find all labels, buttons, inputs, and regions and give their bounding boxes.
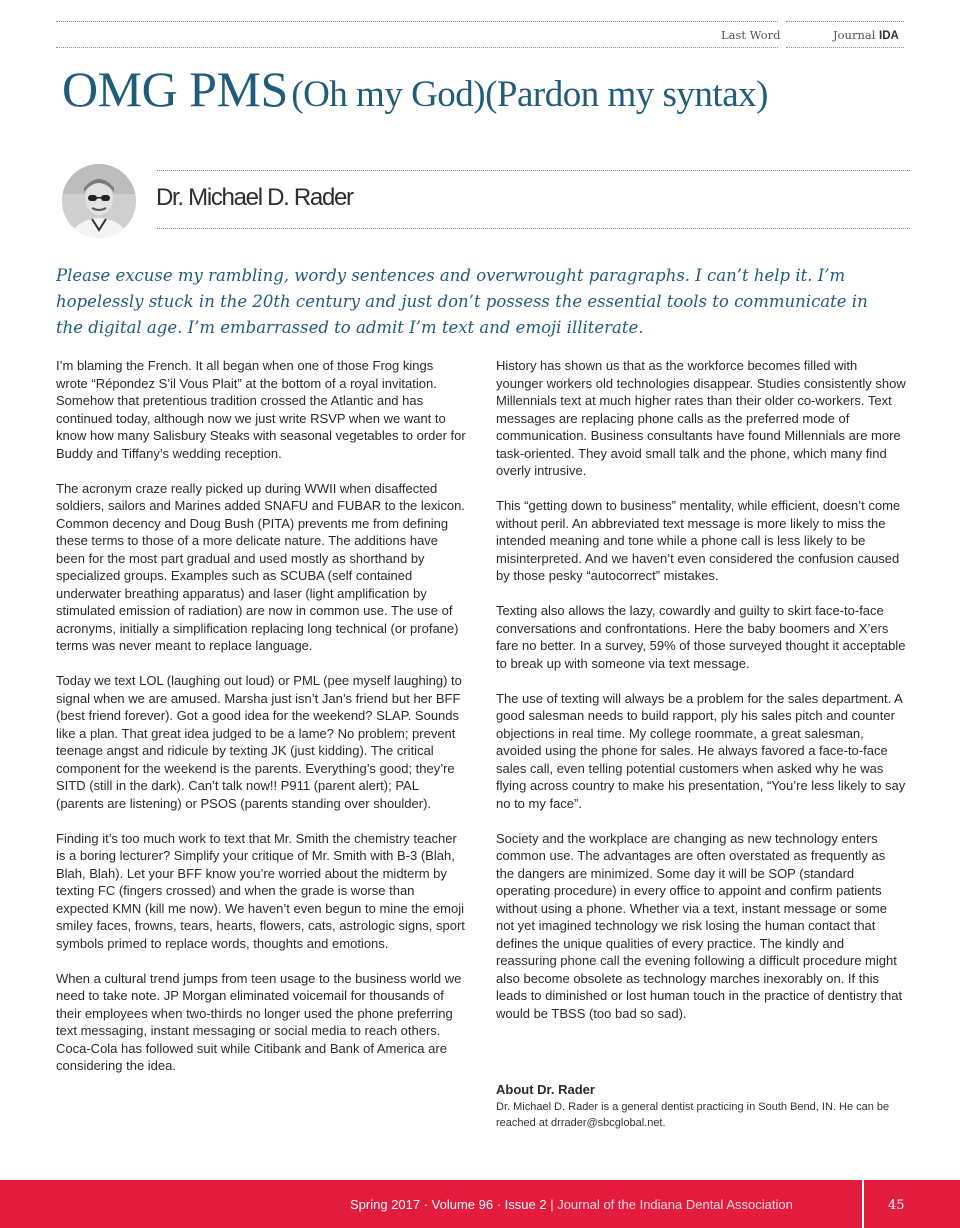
header-rule-top-right	[786, 21, 904, 22]
paragraph: Society and the workplace are changing as new technology enters common use. The advantages are often overstated as frequently as the dangers are minimized. Some day it will be SOP (standard operating procedure) in every office to appoint and confirm patients without using a phone. Whether via a text, instant message or some not yet imagined technology we risk losing the human contact that defines the unique qualities of every practice. The kindly and reassuring phone call the evening following a difficult procedure might also become obsolete as technology marches inexorably on. If this leads to diminished or lost human touch in the practice of dentistry that would be TBSS (too bad so sad).	[496, 830, 903, 1021]
footer-publication: Journal of the Indiana Dental Association	[557, 1197, 793, 1212]
header-rule-top-left	[56, 21, 778, 22]
footer-issue: Spring 2017 · Volume 96 · Issue 2	[350, 1197, 547, 1212]
article-intro: Please excuse my rambling, wordy sentences and overwrought paragraphs. I can’t help it. I’m hopelessly stuck in the 20th century and just don’t possess the essential tools to communicate in the digital age. I’m embarrassed to admit I’m text and emoji illiterate.	[56, 266, 868, 337]
paragraph: History has shown us that as the workforce becomes filled with younger workers old technologies disappear. Studies consistently show Millennials text at much higher rates than their older co-workers. Text messages are replacing phone calls as the preferred mode of communication. Business consultants have found Millennials are more task-oriented. They avoid small talk and the phone, which many find overly intrusive.	[496, 358, 906, 478]
section-label: Last Word	[721, 28, 781, 42]
author-rule-top	[157, 170, 910, 171]
article-title	[62, 60, 768, 118]
paragraph: Today we text LOL (laughing out loud) or PML (pee myself laughing) to signal when we are amused. Marsha just isn’t Jan’s friend but her BFF (best friend forever). Got a good idea for the weekend? SLAP. Sounds like a plan. That great idea judged to be a lame? No problem; prevent teenage angst and ridicule by texting JK (just kidding). The critical component for the weekend is the parents. Everything’s good; they’re SITD (still in the dark). Can’t talk now!! P911 (parent alert); PAL (parents are listening) or PSOS (parents standing over shoulder).	[56, 673, 462, 811]
right-column	[496, 357, 906, 1040]
paragraph: When a cultural trend jumps from teen usage to the business world we need to take note. JP Morgan eliminated voicemail for thousands of their employees when two-thirds no longer used the phone preferring text messaging, instant messaging or social media to reach others. Coca-Cola has followed suit while Citibank and Bank of America are considering the idea.	[56, 970, 462, 1073]
paragraph: The acronym craze really picked up during WWII when disaffected soldiers, sailors and Marines added SNAFU and FUBAR to the lexicon. Common decency and Doug Bush (PITA) prevents me from defining these terms to those of a more delicate nature. The additions have been for the most part gradual and used mostly as shorthand by specialized groups. Examples such as SCUBA (self contained underwater breathing apparatus) and laser (light amplification by stimulated emission of radiation) are now in common use. The use of acronyms, initially a simplification replacing long technical (or profane) terms was never meant to replace language.	[56, 480, 465, 653]
title-sub: (Oh my God)(Pardon my syntax)	[291, 74, 768, 115]
paragraph: Texting also allows the lazy, cowardly and guilty to skirt face-to-face conversations and confrontations. Here the baby boomers and X’ers fare no better. In a survey, 59% of those surveyed thought it acceptable to break up with someone via text message.	[496, 603, 906, 671]
about-heading: About Dr. Rader	[496, 1082, 595, 1097]
left-column	[56, 357, 466, 1092]
footer-issue-line	[350, 1197, 793, 1212]
header-rule-bottom-right	[786, 47, 904, 48]
footer-divider	[862, 1180, 864, 1228]
about-body: Dr. Michael D. Rader is a general dentist practicing in South Bend, IN. He can be reached at drrader@sbcglobal.net.	[496, 1101, 890, 1129]
author-rule-bottom	[157, 228, 910, 229]
page-number: 45	[888, 1198, 905, 1213]
journal-prefix: Journal	[833, 28, 876, 42]
journal-label	[833, 28, 899, 42]
journal-suffix: IDA	[879, 30, 899, 42]
footer-separator: |	[550, 1197, 554, 1212]
title-main: OMG PMS	[62, 61, 288, 117]
author-photo	[62, 164, 136, 238]
paragraph: I’m blaming the French. It all began when one of those Frog kings wrote “Répondez S’il Vous Plait” at the bottom of a royal invitation. Somehow that pretentious tradition crossed the Atlantic and has continued today, although now we just write RSVP when we want to know how many Salisbury Steaks with seasonal vegetables to order for Buddy and Tiffany’s wedding reception.	[56, 358, 466, 461]
paragraph: This “getting down to business” mentality, while efficient, doesn’t come without peril. An abbreviated text message is more likely to miss the intended meaning and tone while a phone call is less likely to be misinterpreted. And we haven’t even considered the confusion caused by those pesky “autocorrect” mistakes.	[496, 498, 901, 583]
paragraph: Finding it’s too much work to text that Mr. Smith the chemistry teacher is a boring lecturer? Simplify your critique of Mr. Smith with B-3 (Blah, Blah, Blah). Let your BFF know you’re worried about the midterm by texting FC (fingers crossed) and when the grade is worse than expected KMN (kill me now). We haven’t even begun to mine the emoji smiley faces, frowns, tears, hearts, flowers, cats, astrologic signs, sport symbols primed to replace words, thoughts and emotions.	[56, 830, 465, 951]
author-name: Dr. Michael D. Rader	[156, 184, 353, 211]
header-rule-bottom-left	[56, 47, 778, 48]
paragraph: The use of texting will always be a problem for the sales department. A good salesman needs to build rapport, ply his sales pitch and counter objections in real time. My college roommate, a great salesman, avoided using the phone for sales. He always favored a face-to-face sales call, even telling potential customers when asked why he was flying across country to make his presentation, “You’re less likely to say no to my face”.	[496, 690, 906, 811]
page-footer	[0, 1180, 960, 1228]
